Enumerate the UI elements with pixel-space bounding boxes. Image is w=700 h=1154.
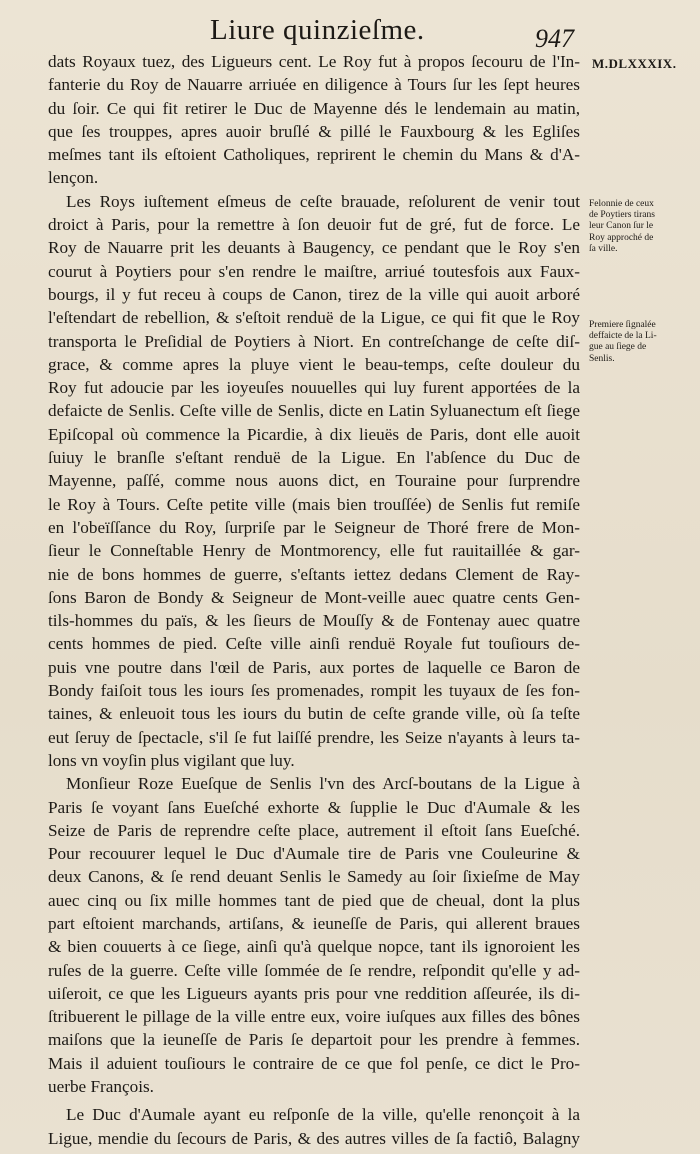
text-line: eut ſeruy de ſpectacle, s'il ſe fut laiſſé prendre, les Seize n'ayants à leurs ta-	[48, 727, 580, 747]
text-line: Paris ſe voyant ſans Eueſché exhorte & ſupplie le Duc d'Aumale & les	[48, 797, 580, 817]
text-line: ſieur le Conneſtable Henry de Montmorency, elle fut rauitaillée & gar-	[48, 541, 580, 561]
text-line: Ligue, mendie du ſecours de Paris, & des autres villes de ſa factiô, Balagny	[48, 1128, 580, 1148]
margin-note-line: Senlis.	[589, 353, 615, 364]
text-line: lons vn voyſin plus vigilant que luy.	[48, 750, 295, 770]
text-line: uiſeroit, ce que les Ligueurs ayants pris pour vne reddition aſſeurée, ils di-	[48, 983, 580, 1003]
margin-note-senlis	[589, 320, 689, 365]
text-line: nie de bons hommes de guerre, s'eſtants iettez dedans Clement de Ray-	[48, 564, 580, 584]
running-title: Liure quinzieſme.	[210, 14, 425, 46]
text-line: ſuiuy le branſle s'eſtant renduë de la Ligue. En l'abſence du Duc de	[48, 448, 580, 468]
text-line: Epiſcopal où commence la Picardie, à dix lieuës de Paris, dont elle auoit	[48, 424, 580, 444]
text-line: Les Roys iuſtement eſmeus de ceſte brauade, reſolurent de venir tout	[66, 191, 580, 211]
text-line: fanterie du Roy de Nauarre arriuée en diligence à Tours ſur les ſept heures	[48, 75, 580, 95]
text-line: tils-hommes du païs, & les ſieurs de Mouſſy & de Fontenay auec quatre	[48, 611, 580, 631]
margin-note-poytiers	[589, 199, 689, 255]
page-number: 947	[535, 24, 574, 53]
text-line: & bien couuerts à ce ſiege, ainſi qu'à quelque nopce, tant ils ignoroient les	[48, 937, 580, 957]
body-text	[48, 50, 580, 1150]
text-line: transporta le Preſidial de Poytiers à Niort. En contreſchange de ceſte diſ-	[48, 331, 580, 351]
margin-note-line: ſa ville.	[589, 243, 618, 254]
margin-note-line: Premiere ſignalée	[589, 320, 656, 330]
text-line: droict à Paris, pour la remettre à ſon deuoir fut de gré, fut de force. Le	[48, 215, 580, 235]
margin-note-line: deffaicte de la Li-	[589, 331, 657, 342]
text-line: taines, & enleuoit tous les iours du butin de ceſte grande ville, où ſa teſte	[48, 704, 580, 724]
text-line: bourgs, il y fut receu à coups de Canon, tirez de la ville qui auoit arboré	[48, 284, 580, 304]
text-line: meſmes tant ils eſtoient Catholiques, reprirent le chemin du Mans & d'A-	[48, 145, 580, 165]
text-line: du ſoir. Ce qui fit retirer le Duc de Mayenne dés le lendemain au matin,	[48, 98, 580, 118]
margin-note-line: Felonnie de ceux	[589, 199, 654, 209]
text-line: Seize de Paris de reprendre ceſte place, autrement il eſtoit ſans Eueſché.	[48, 820, 580, 840]
text-line: Bondy faiſoit tous les iours ſes promenades, rompit les tuyaux de ſes fon-	[48, 681, 580, 701]
text-line: Le Duc d'Aumale ayant eu reſponſe de la ville, qu'elle renonçoit à la	[66, 1105, 580, 1125]
text-line: Roy de Nauarre prit les deuants à Baugency, ce pendant que le Roy s'en	[48, 238, 580, 258]
text-line: que ſes trouppes, apres auoir bruſlé & pillé le Fauxbourg & les Egliſes	[48, 121, 580, 141]
text-line: defaicte de Senlis. Ceſte ville de Senlis, dicte en Latin Syluanectum eſt ſiege	[48, 401, 580, 421]
text-line: lençon.	[48, 168, 99, 188]
text-line: auec cinq ou ſix mille hommes tant de pied que de cheual, dont la plus	[48, 890, 580, 910]
text-line: maiſons que la ieuneſſe de Paris ſe departoit pour les prendre à femmes.	[48, 1030, 580, 1050]
text-line: en l'obeïſſance du Roy, ſurpriſe par le Seigneur de Thoré frere de Mon-	[48, 517, 580, 537]
text-line: Monſieur Roze Eueſque de Senlis l'vn des Arcſ-boutans de la Ligue à	[66, 774, 580, 794]
text-line: le Roy à Tours. Ceſte petite ville (mais bien trouſſée) de Senlis fut remiſe	[48, 494, 580, 514]
margin-year: M.DLXXXIX.	[592, 56, 677, 71]
text-line: l'eſtendart de rebellion, & s'eſtoit renduë de la Ligue, ce qui fit que le Roy	[48, 308, 580, 328]
text-line: Pour recouurer lequel le Duc d'Aumale tire de Paris vne Couleurine &	[48, 844, 580, 864]
text-line: ſons Baron de Bondy & Seigneur de Mont-veille auec quatre cents Gen-	[48, 587, 580, 607]
text-line: grace, & comme apres la pluye vient le beau-temps, ceſte douleur du	[48, 354, 580, 374]
text-line: uerbe François.	[48, 1077, 154, 1097]
margin-note-line: Roy approché de	[589, 232, 654, 243]
text-line: ruſes de la guerre. Ceſte ville ſommée de ſe rendre, reſpondit qu'elle y ad-	[48, 960, 580, 980]
text-line: courut à Poytiers pour s'en rendre le maiſtre, arriué toutesfois aux Faux-	[48, 261, 580, 281]
margin-note-line: leur Canon ſur le	[589, 221, 654, 232]
text-line: Mais il aduient touſiours le contraire de ce que fol penſe, ce dict le Pro-	[48, 1053, 580, 1073]
text-line: part eſtoient marchands, artiſans, & ieuneſſe de Paris, qui allerent braues	[48, 913, 580, 933]
text-line: ſtribuerent le pillage de la ville entre eux, voire iuſques aux filles des bônes	[48, 1007, 580, 1027]
text-line: Mayenne, paſſé, comme nous auons dict, en Touraine pour ſurprendre	[48, 471, 580, 491]
margin-note-line: gue au ſiege de	[589, 342, 647, 353]
margin-note-line: de Poytiers tirans	[589, 210, 655, 221]
text-line: deux Canons, & ſe rend deuant Senlis le Samedy au ſoir ſixieſme de May	[48, 867, 580, 887]
text-line: cents hommes de pied. Ceſte ville ainſi renduë Royale fut touſiours de-	[48, 634, 580, 654]
text-line: Roy fut adoucie par les ioyeuſes nouuelles qui luy furent apportées de la	[48, 378, 580, 398]
text-line: puis vne poutre dans l'œil de Paris, aux portes de laquelle ce Baron de	[48, 657, 580, 677]
text-line: dats Royaux tuez, des Ligueurs cent. Le Roy fut à propos ſecouru de l'In-	[48, 52, 580, 71]
